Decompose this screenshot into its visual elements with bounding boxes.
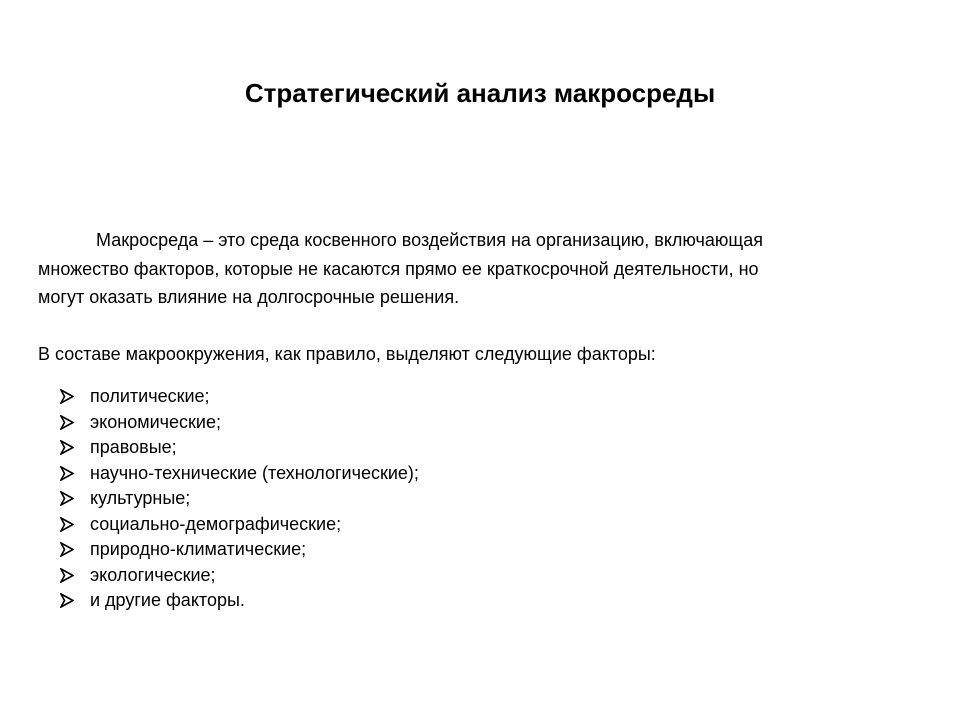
- list-item: [58, 410, 419, 436]
- factor-label: социально-демографические;: [90, 513, 342, 534]
- arrowhead-bullet-icon: [60, 435, 78, 461]
- arrowhead-bullet-icon: [60, 384, 78, 410]
- arrowhead-bullet-icon: [60, 588, 78, 614]
- slide-title: Стратегический анализ макросреды: [244, 78, 716, 108]
- factor-label: культурные;: [90, 488, 191, 508]
- list-item: [58, 537, 419, 563]
- list-item: [58, 486, 419, 512]
- definition-line-3: могут оказать влияние на долгосрочные решения.: [38, 287, 460, 307]
- arrowhead-bullet-icon: [60, 512, 78, 538]
- list-item: [58, 435, 419, 461]
- arrowhead-bullet-icon: [60, 537, 78, 563]
- list-item: [58, 563, 419, 589]
- definition-line-2: множество факторов, которые не касаются прямо ее краткосрочной деятельности, но: [38, 258, 759, 279]
- definition-paragraph: [38, 226, 898, 312]
- definition-line-1: Макросреда – это среда косвенного воздействия на организацию, включающая: [96, 230, 763, 250]
- arrowhead-bullet-icon: [60, 461, 78, 487]
- list-item: [58, 461, 419, 487]
- factor-label: правовые;: [90, 437, 177, 457]
- arrowhead-bullet-icon: [60, 410, 78, 436]
- factors-list: [58, 384, 419, 614]
- factor-label: научно-технические (технологические);: [90, 462, 419, 483]
- arrowhead-bullet-icon: [60, 563, 78, 589]
- list-item: [58, 384, 419, 410]
- list-item: [58, 512, 419, 538]
- factor-label: политические;: [90, 386, 210, 406]
- factor-label: экономические;: [90, 411, 221, 432]
- factors-intro: В составе макроокружения, как правило, выделяют следующие факторы:: [38, 344, 656, 364]
- arrowhead-bullet-icon: [60, 486, 78, 512]
- factor-label: и другие факторы.: [90, 590, 245, 610]
- factor-label: природно-климатические;: [90, 539, 307, 559]
- factor-label: экологические;: [90, 564, 216, 585]
- list-item: [58, 588, 419, 614]
